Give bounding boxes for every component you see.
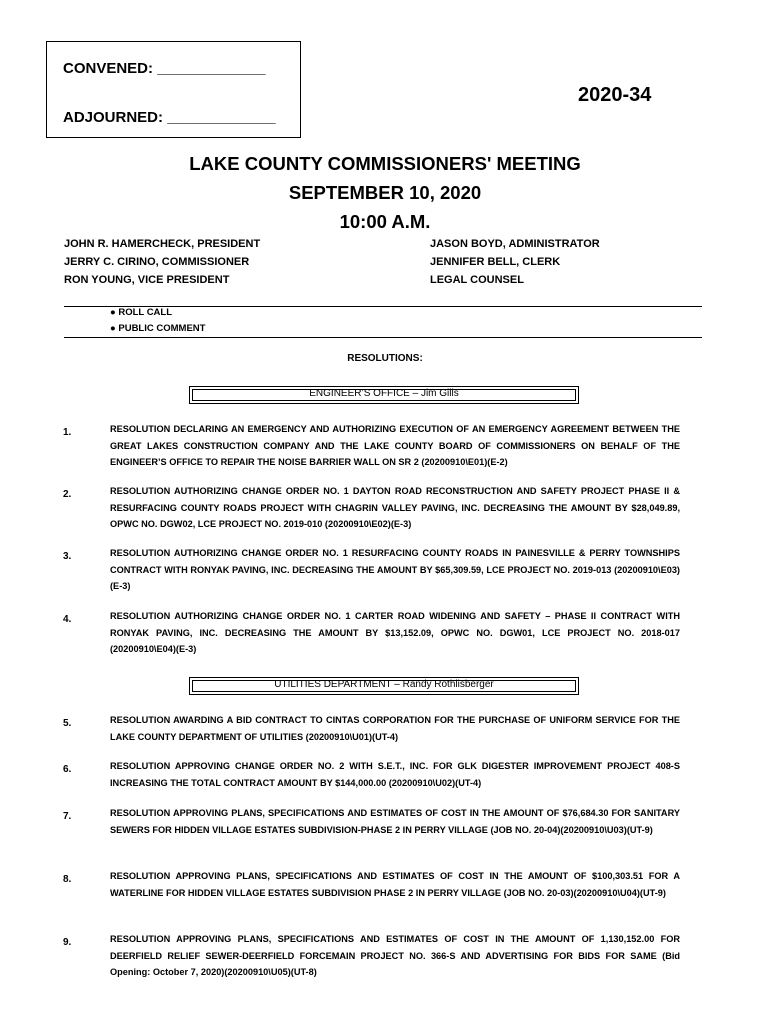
agenda-roll-call: ● ROLL CALL xyxy=(110,307,173,318)
commissioner-name: JOHN R. HAMERCHECK, PRESIDENT xyxy=(64,238,261,250)
resolution-number: 7. xyxy=(63,811,72,822)
resolution-number: 1. xyxy=(63,427,72,438)
department-heading-engineer xyxy=(189,386,579,404)
commissioner-name: RON YOUNG, VICE PRESIDENT xyxy=(64,274,230,286)
convened-line xyxy=(63,60,266,77)
resolution-text: RESOLUTION APPROVING PLANS, SPECIFICATIONS AND ESTIMATES OF COST IN THE AMOUNT OF 1,130,152.00 FOR DEERFIELD RELIEF SEWER-DEERFIELD FORCEMAIN PROJECT NO. 366-S AND ADVERTISING FOR BIDS FOR SAME (Bid Opening: October 7, 2020)(20200910\U05)(UT-8) xyxy=(110,934,680,977)
resolution-text: RESOLUTION APPROVING PLANS, SPECIFICATIONS AND ESTIMATES OF COST IN THE AMOUNT OF $76,684.30 FOR SANITARY SEWERS FOR HIDDEN VILLAGE ESTATES SUBDIVISION-PHASE 2 IN PERRY VILLAGE (JOB NO. 20-04)(20200910\U03)(UT-9) xyxy=(110,808,680,835)
convened-label: CONVENED: xyxy=(63,60,154,77)
resolution-text: RESOLUTION APPROVING PLANS, SPECIFICATIONS AND ESTIMATES OF COST IN THE AMOUNT OF $100,303.51 FOR A WATERLINE FOR HIDDEN VILLAGE ESTATES SUBDIVISION PHASE 2 IN PERRY VILLAGE (JOB NO. 20-03)(20200910\U04)(UT-9) xyxy=(110,871,680,898)
staff-name: LEGAL COUNSEL xyxy=(430,274,524,286)
resolution-text: RESOLUTION AWARDING A BID CONTRACT TO CINTAS CORPORATION FOR THE PURCHASE OF UNIFORM SERVICE FOR THE LAKE COUNTY DEPARTMENT OF UTILITIES (20200910\U01)(UT-4) xyxy=(110,715,680,742)
resolution-number: 9. xyxy=(63,937,72,948)
department-label: UTILITIES DEPARTMENT – Randy Rothlisberger xyxy=(274,679,494,690)
resolution-text: RESOLUTION AUTHORIZING CHANGE ORDER NO. 1 DAYTON ROAD RECONSTRUCTION AND SAFETY PROJECT PHASE II & RESURFACING COUNTY ROADS PROJECT WITH CHAGRIN VALLEY PAVING, INC. DECREASING THE AMOUNT BY $28,049.89, OPWC NO. DGW02, LCE PROJECT NO. 2019-010 (20200910\E02)(E-3) xyxy=(110,486,680,529)
meeting-date: SEPTEMBER 10, 2020 xyxy=(288,182,482,203)
commissioners-list xyxy=(64,235,260,289)
document-number: 2020-34 xyxy=(578,84,652,106)
resolution-text: RESOLUTION AUTHORIZING CHANGE ORDER NO. 1 CARTER ROAD WIDENING AND SAFETY – PHASE II CONTRACT WITH RONYAK PAVING, INC. DECREASING THE AMOUNT BY $13,152.09, OPWC NO. DGW01, LCE PROJECT NO. 2018-017 (20200910\E04)(E-3) xyxy=(110,611,680,654)
resolution-text: RESOLUTION DECLARING AN EMERGENCY AND AUTHORIZING EXECUTION OF AN EMERGENCY AGREEMENT BETWEEN THE GREAT LAKES CONSTRUCTION COMPANY AND THE LAKE COUNTY BOARD OF COMMISSIONERS ON BEHALF OF THE ENGINEER’S OFFICE TO REPAIR THE NOISE BARRIER WALL ON SR 2 (20200910\E01)(E-2) xyxy=(110,424,680,467)
agenda-public-comment: ● PUBLIC COMMENT xyxy=(110,323,206,334)
staff-name: JASON BOYD, ADMINISTRATOR xyxy=(430,238,600,250)
resolution-text: RESOLUTION AUTHORIZING CHANGE ORDER NO. 1 RESURFACING COUNTY ROADS IN PAINESVILLE & PERRY TOWNSHIPS CONTRACT WITH RONYAK PAVING, INC. DECREASING THE AMOUNT BY $65,309.59, LCE PROJECT NO. 2019-013 (20200910\E03)(E-3) xyxy=(110,548,680,591)
resolution-number: 5. xyxy=(63,718,72,729)
resolution-number: 2. xyxy=(63,489,72,500)
adjourned-label: ADJOURNED: xyxy=(63,109,164,126)
resolutions-heading: RESOLUTIONS: xyxy=(347,353,423,364)
department-label: ENGINEER’S OFFICE – Jim Gills xyxy=(309,388,459,399)
convened-adjourned-box xyxy=(46,41,301,138)
staff-list xyxy=(430,235,600,289)
resolution-number: 4. xyxy=(63,614,72,625)
commissioner-name: JERRY C. CIRINO, COMMISSIONER xyxy=(64,256,250,268)
resolution-text: RESOLUTION APPROVING CHANGE ORDER NO. 2 WITH S.E.T., INC. FOR GLK DIGESTER IMPROVEMENT PROJECT 408-S INCREASING THE TOTAL CONTRACT AMOUNT BY $144,000.00 (20200910\U02)(UT-4) xyxy=(110,761,680,788)
convened-blank: _____________ xyxy=(157,60,266,77)
resolution-number: 8. xyxy=(63,874,72,885)
resolution-number: 6. xyxy=(63,764,72,775)
meeting-title: LAKE COUNTY COMMISSIONERS' MEETING xyxy=(189,153,581,174)
staff-name: JENNIFER BELL, CLERK xyxy=(430,256,561,268)
resolution-number: 3. xyxy=(63,551,72,562)
divider-bottom xyxy=(64,337,702,338)
adjourned-line xyxy=(63,109,276,126)
meeting-time: 10:00 A.M. xyxy=(339,211,431,232)
department-heading-utilities xyxy=(189,677,579,695)
adjourned-blank: _____________ xyxy=(167,109,276,126)
